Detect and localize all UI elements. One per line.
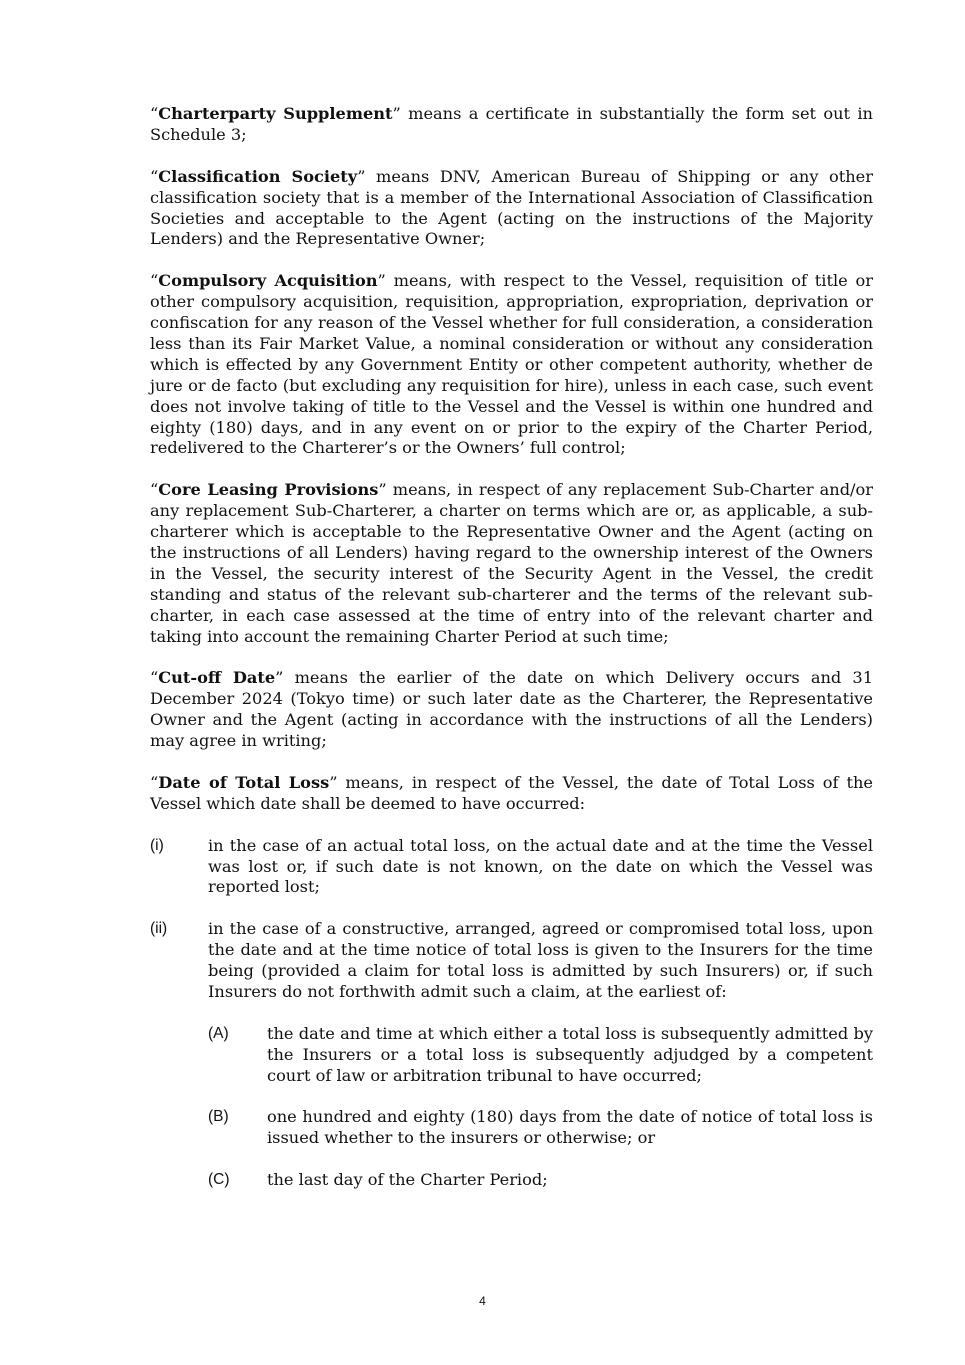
definition-core-leasing-provisions: “Core Leasing Provisions” means, in respect of any replacement Sub-Charter and/or any replacement Sub-Charterer, a charter on terms which are or, as applicable, a sub-charterer which is acceptable to the Representative Owner and the Agent (acting on the instructions of all Lenders) having regard to the ownership interest of the Owners in the Vessel, the security interest of the Security Agent in the Vessel, the credit standing and status of the relevant sub-charterer and the terms of the relevant sub-charter, in each case assessed at the time of entry into of the relevant charter and taking into account the remaining Charter Period at such time; xyxy=(150,480,873,646)
sub-list-item-text: the date and time at which either a total loss is subsequently admitted by the Insurers or a total loss is subsequently adjudged by a competent court of law or arbitration tribunal to have occurred; xyxy=(267,1023,873,1085)
list-item-number: (i) xyxy=(150,836,164,854)
sub-list-item xyxy=(150,1024,873,1087)
definition-charterparty-supplement: “Charterparty Supplement” means a certificate in substantially the form set out in Schedule 3; xyxy=(150,104,873,144)
sub-list-item-number: (B) xyxy=(208,1108,229,1126)
definition-text: ” means, in respect of the Vessel, the date of Total Loss of the Vessel which date shall be deemed to have occurred: xyxy=(150,772,873,813)
defined-term: Charterparty Supplement xyxy=(158,104,393,123)
list-item xyxy=(150,836,873,899)
list-item xyxy=(150,919,873,1003)
list-item-number: (ii) xyxy=(150,920,168,938)
defined-term: Core Leasing Provisions xyxy=(158,480,379,500)
sub-list-item-number: (C) xyxy=(208,1171,230,1189)
list-item-text: in the case of a constructive, arranged, agreed or compromised total loss, upon the date and at the time notice of total loss is given to the Insurers for the time being (provided a claim for total loss is admitted by such Insurers) or, if such Insurers do not forthwith admit such a claim, at the earliest of: xyxy=(208,919,873,1001)
page-number: 4 xyxy=(479,1294,486,1308)
sub-list-item-text: the last day of the Charter Period; xyxy=(267,1170,548,1190)
definition-text: ” means DNV, American Bureau of Shipping or any other classification society that is a member of the International Association of Classification Societies and acceptable to the Agent (acting on the instructions of the Majority Lenders) and the Representative Owner; xyxy=(150,166,874,249)
definition-text: ” means the earlier of the date on which Delivery occurs and 31 December 2024 (Tokyo time) or such later date as the Charterer, the Representative Owner and the Agent (acting in accordance with the instructions of all the Lenders) may agree in writing; xyxy=(150,668,873,751)
defined-term: Compulsory Acquisition xyxy=(158,271,378,291)
definition-cut-off-date: “Cut-off Date” means the earlier of the date on which Delivery occurs and 31 December 2024 (Tokyo time) or such later date as the Charterer, the Representative Owner and the Agent (acting in accordance with the instructions of all the Lenders) may agree in writing; xyxy=(150,668,873,751)
definition-date-of-total-loss: “Date of Total Loss” means, in respect of the Vessel, the date of Total Loss of the Vessel which date shall be deemed to have occurred: xyxy=(150,772,873,813)
list-item-text: in the case of an actual total loss, on the actual date and at the time the Vessel was lost or, if such date is not known, on the date on which the Vessel was reported lost; xyxy=(208,835,873,897)
definition-text: ” means, with respect to the Vessel, requisition of title or other compulsory acquisition, requisition, appropriation, expropriation, deprivation or confiscation for any reason of the Vessel whether for full consideration, a consideration less than its Fair Market Value, a nominal consideration or without any consideration which is effected by any Government Entity or other competent authority, whether de jure or de facto (but excluding any requisition for hire), unless in each case, such event does not involve taking of title to the Vessel and the Vessel is within one hundred and eighty (180) days, and in any event on or prior to the expiry of the Charter Period, redelivered to the Charterer’s or the Owners’ full control; xyxy=(150,271,873,458)
definition-text: ” means, in respect of any replacement Sub-Charter and/or any replacement Sub-Charterer, a charter on terms which are or, as applicable, a sub-charterer which is acceptable to the Representative Owner and the Agent (acting on the instructions of all Lenders) having regard to the ownership interest of the Owners in the Vessel, the security interest of the Security Agent in the Vessel, the credit standing and status of the relevant sub-charterer and the terms of the relevant sub-charter, in each case assessed at the time of entry into of the relevant charter and taking into account the remaining Charter Period at such time; xyxy=(150,480,873,646)
definition-classification-society: “Classification Society” means DNV, American Bureau of Shipping or any other classification society that is a member of the International Association of Classification Societies and acceptable to the Agent (acting on the instructions of the Majority Lenders) and the Representative Owner; xyxy=(150,166,874,249)
definition-text: ” means a certificate in substantially the form set out in Schedule 3; xyxy=(150,104,873,144)
defined-term: Classification Society xyxy=(158,166,358,186)
document-body xyxy=(150,104,873,1212)
sub-list-item-number: (A) xyxy=(208,1024,229,1042)
sub-list-item-text: one hundred and eighty (180) days from the date of notice of total loss is issued whether to the insurers or otherwise; or xyxy=(267,1107,873,1148)
defined-term: Cut-off Date xyxy=(158,668,276,688)
definition-compulsory-acquisition: “Compulsory Acquisition” means, with respect to the Vessel, requisition of title or other compulsory acquisition, requisition, appropriation, expropriation, deprivation or confiscation for any reason of the Vessel whether for full consideration, a consideration less than its Fair Market Value, a nominal consideration or without any consideration which is effected by any Government Entity or other competent authority, whether de jure or de facto (but excluding any requisition for hire), unless in each case, such event does not involve taking of title to the Vessel and the Vessel is within one hundred and eighty (180) days, and in any event on or prior to the expiry of the Charter Period, redelivered to the Charterer’s or the Owners’ full control; xyxy=(150,271,873,458)
sub-list-item xyxy=(150,1107,873,1149)
defined-term: Date of Total Loss xyxy=(158,772,330,792)
sub-list-item xyxy=(150,1170,873,1191)
